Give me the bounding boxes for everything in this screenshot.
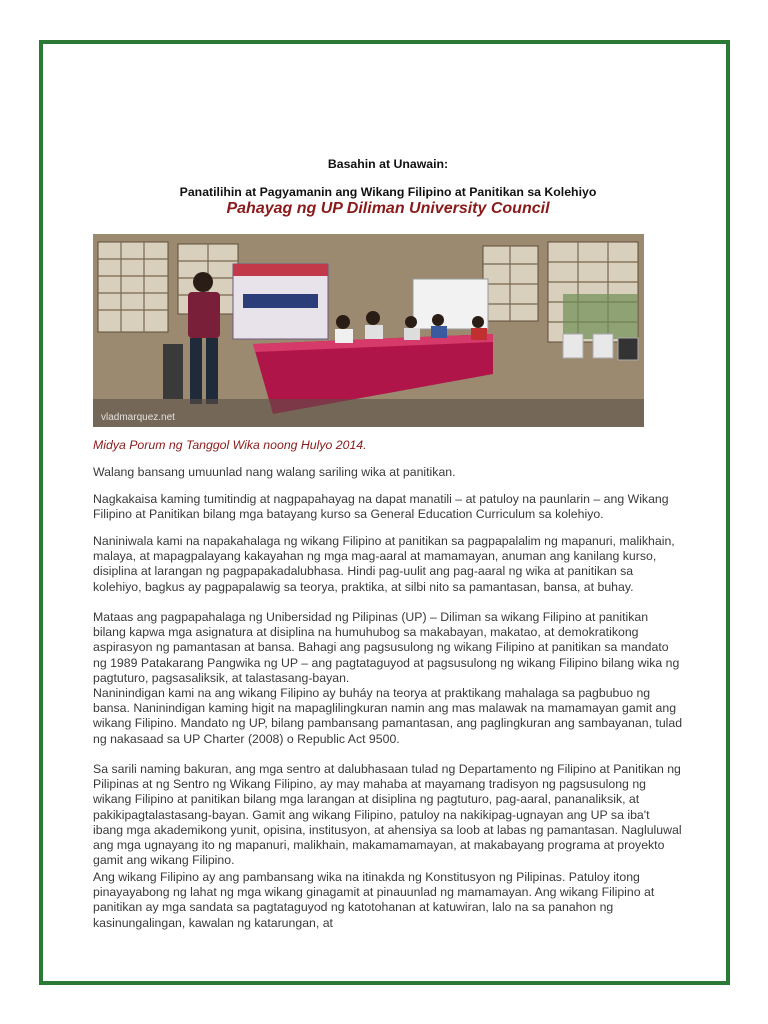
page-frame <box>39 40 730 985</box>
paragraph-6: Sa sarili naming bakuran, ang mga sentro at dalubhasaan tulad ng Departamento ng Filipino at Panitikan ng Pilipinas at ng Sentro ng Wikang Filipino, ay may mahaba at mayamang tradisyon ng pagsusulong ng wikang Filipino at panitikan bilang mga larangan at disiplina ng pagtuturo, pag-aaral, pananaliksik, at pakikipagtalastasang-bayan. Gamit ang wikang Filipino, patuloy na nakikipag-ugnayan ang UP sa iba't ibang mga akademikong yunit, opisina, institusyon, at ahensiya sa loob at labas ng pamantasan. Nagluluwal ang mga ugnayang ito ng mapanuri, malikhain, makamamamayan, at makabayang programa at proyekto gamit ang wikang Filipino. <box>93 762 682 868</box>
paragraph-4: Mataas ang pagpapahalaga ng Unibersidad ng Pilipinas (UP) – Diliman sa wikang Filipino at panitikan bilang kapwa mga asignatura at disiplina na humuhubog sa makabayan, makatao, at demokratikong aspirasyon ng pamantasan at bansa. Bahagi ang pagsusulong ng wikang Filipino at panitikan sa mandato ng 1989 Patakarang Pangwika ng UP – ang pagtataguyod at pagsusulong ng wikang Filipino bilang wika ng pagtuturo, pagsasaliksik, at talastasang-bayan. <box>93 610 680 685</box>
photo-watermark: vladmarquez.net <box>101 412 175 423</box>
photo-caption: Midya Porum ng Tanggol Wika noong Hulyo 2014. <box>93 438 367 452</box>
paragraph-1: Walang bansang umuunlad nang walang sariling wika at panitikan. <box>93 465 456 479</box>
paragraph-2: Nagkakaisa kaming tumitindig at nagpapahayag na dapat manatili – at patuloy na paunlarin – ang Wikang Filipino at Panitikan bilang mga batayang kurso sa General Education Curriculum sa kolehiyo. <box>93 492 669 522</box>
paragraph-3: Naniniwala kami na napakahalaga ng wikang Filipino at panitikan sa pagpapalalim ng mapanuri, malikhain, malaya, at mapagpalayang kakayahan ng mga mag-aaral at mamamayan, anuman ang kanilang kurso, disiplina at larangan ng pagpapakadalubhasa. Hindi pag-uulit ang pag-aaral ng wika at panitikan sa kolehiyo, bagkus ay pagpapalawig sa teorya, praktika, at silbi nito sa pamantasan, bansa, at buhay. <box>93 534 675 594</box>
document-title: Panatilihin at Pagyamanin ang Wikang Filipino at Panitikan sa Kolehiyo <box>179 185 597 199</box>
read-heading: Basahin at Unawain: <box>327 157 449 171</box>
forum-photo <box>93 234 644 427</box>
statement-subtitle: Pahayag ng UP Diliman University Council <box>226 200 550 217</box>
paragraph-5: Naninindigan kami na ang wikang Filipino ay buháy na teorya at praktikang mahalaga sa pagbubuo ng bansa. Naninindigan kaming higit na mapaglilingkuran namin ang mas malawak na mamamayan gamit ang wikang Filipino. Mandato ng UP, bilang pambansang pamantasan, ang paglingkuran ang sambayanan, tulad ng nakasaad sa UP Charter (2008) o Republic Act 9500. <box>93 686 683 746</box>
paragraph-7: Ang wikang Filipino ay ang pambansang wika na itinakda ng Konstitusyon ng Pilipinas. Patuloy itong pinayayabong ng lahat ng mga wikang ginagamit at pinauunlad ng mamamayan. Ang wikang Filipino at panitikan ay mga sandata sa pagtataguyod ng katotohanan at katuwiran, lalo na sa panahon ng kasinungalingan, kawalan ng katarungan, at <box>93 870 655 930</box>
